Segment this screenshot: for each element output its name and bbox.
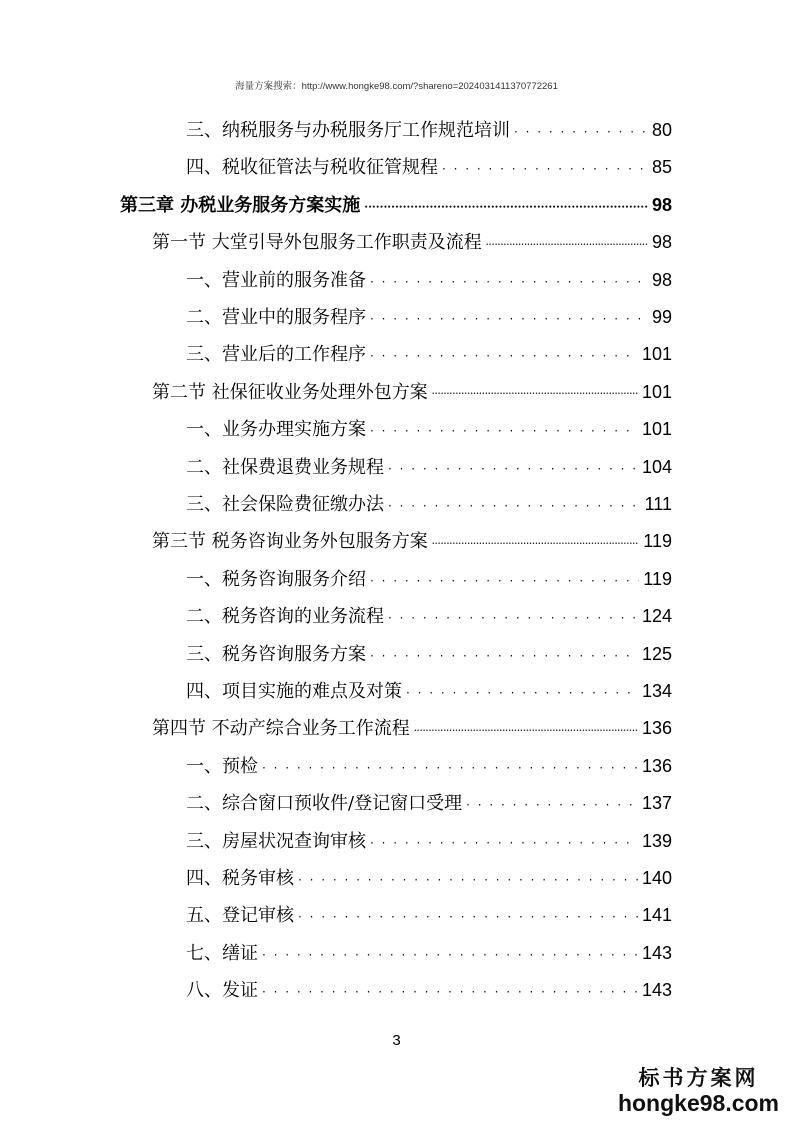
toc-entry-page: 99 [651, 307, 672, 327]
toc-entry[interactable] [186, 340, 672, 370]
toc-leader-dots [370, 574, 639, 588]
toc-entry-page: 85 [651, 157, 672, 178]
toc-leader-dots [466, 798, 638, 812]
toc-entry-page: 104 [641, 456, 672, 477]
toc-entry-page: 139 [641, 830, 672, 851]
toc-leader-dots [514, 125, 648, 139]
toc-entry-page: 134 [641, 681, 672, 701]
toc-leader-dots [370, 424, 638, 438]
toc-entry-page: 125 [641, 643, 672, 664]
toc-entry[interactable] [152, 714, 672, 744]
toc-entry-title: 一、营业前的服务准备 [186, 269, 366, 291]
toc-entry[interactable] [186, 303, 672, 333]
watermark-logo [618, 1066, 779, 1116]
toc-entry-page: 80 [651, 120, 672, 140]
toc-entry-title: 第三章 办税业务服务方案实施 [120, 194, 361, 216]
toc-leader-dots [388, 611, 638, 625]
toc-entry[interactable] [186, 864, 672, 894]
toc-entry-page: 101 [641, 344, 672, 365]
toc-entry[interactable] [186, 116, 672, 146]
toc-entry-title: 二、营业中的服务程序 [186, 307, 366, 328]
toc-leader-dots [370, 836, 638, 850]
toc-entry[interactable] [186, 789, 672, 819]
toc-entry-page: 98 [651, 232, 672, 253]
page-number: 3 [392, 1032, 401, 1049]
toc-entry[interactable] [186, 153, 672, 183]
toc-entry-page: 140 [641, 868, 672, 888]
toc-entry-title: 第二节 社保征收业务处理外包方案 [152, 381, 428, 403]
toc-entry[interactable] [120, 191, 672, 221]
toc-entry-page: 136 [641, 755, 672, 776]
toc-leader-dots [262, 761, 638, 775]
toc-entry-title: 五、登记审核 [186, 905, 294, 927]
toc-entry[interactable] [186, 677, 672, 707]
toc-entry[interactable] [186, 266, 672, 296]
page-header-search-link[interactable]: 海量方案搜索：http://www.hongke98.com/?shareno=2024031411370772261 [235, 81, 558, 92]
toc-leader-dots [388, 499, 641, 513]
toc-entry-title: 三、税务咨询服务方案 [186, 643, 366, 665]
toc-entry-title: 四、项目实施的难点及对策 [186, 681, 402, 702]
toc-entry-page: 143 [641, 980, 672, 1001]
toc-entry-title: 一、预检 [186, 755, 258, 777]
toc-entry-title: 二、综合窗口预收件/登记窗口受理 [186, 793, 463, 815]
watermark-en-text: hongke98.com [617, 1090, 779, 1116]
toc-leader-dots [298, 873, 638, 887]
toc-entry[interactable] [152, 527, 672, 557]
toc-entry-page: 141 [641, 905, 672, 926]
toc-entry[interactable] [186, 602, 672, 632]
toc-leader-dots [370, 275, 648, 289]
toc-leader-dots [298, 910, 638, 924]
toc-entry-page: 101 [641, 419, 672, 440]
toc-leader-dots [262, 948, 638, 962]
toc-leader-dots [262, 985, 638, 999]
toc-entry-title: 第一节 大堂引导外包服务工作职责及流程 [152, 232, 482, 254]
toc-leader-dots [406, 686, 638, 700]
toc-entry-page: 98 [651, 194, 672, 215]
toc-entry[interactable] [152, 378, 672, 408]
toc-entry-title: 第三节 税务咨询业务外包服务方案 [152, 531, 428, 553]
toc-entry-title: 二、税务咨询的业务流程 [186, 606, 384, 628]
toc-entry[interactable] [186, 415, 672, 445]
toc-entry-title: 四、税务审核 [186, 868, 294, 889]
toc-entry[interactable] [186, 939, 672, 969]
toc-entry[interactable] [152, 228, 672, 258]
toc-leader-dots [432, 536, 640, 550]
toc-entry[interactable] [186, 752, 672, 782]
toc-entry-page: 137 [641, 793, 672, 814]
toc-entry-title: 四、税收征管法与税收征管规程 [186, 157, 438, 179]
toc-entry-title: 七、缮证 [186, 942, 258, 964]
toc-entry[interactable] [186, 976, 672, 1006]
toc-entry-title: 三、纳税服务与办税服务厅工作规范培训 [186, 120, 510, 141]
toc-entry-page: 101 [641, 381, 672, 402]
toc-entry-page: 143 [641, 942, 672, 963]
toc-entry-title: 二、社保费退费业务规程 [186, 456, 384, 478]
toc-entry[interactable] [186, 640, 672, 670]
toc-entry-title: 三、营业后的工作程序 [186, 344, 366, 366]
toc-leader-dots [370, 312, 648, 326]
toc-leader-dots [414, 723, 638, 737]
toc-leader-dots [388, 462, 638, 476]
toc-entry-title: 三、房屋状况查询审核 [186, 830, 366, 852]
toc-entry-page: 124 [641, 606, 672, 627]
toc-leader-dots [370, 349, 638, 363]
toc-entry-title: 第四节 不动产综合业务工作流程 [152, 718, 410, 740]
toc-entry-title: 八、发证 [186, 980, 258, 1002]
toc-entry-title: 一、税务咨询服务介绍 [186, 568, 366, 590]
toc-entry[interactable] [186, 565, 672, 595]
toc-leader-dots [370, 649, 638, 663]
toc-leader-dots [442, 162, 648, 176]
toc-entry[interactable] [186, 901, 672, 931]
toc-entry[interactable] [186, 827, 672, 857]
toc-entry[interactable] [186, 490, 672, 520]
toc-entry-page: 119 [643, 531, 672, 552]
toc-entry-page: 111 [644, 494, 672, 514]
toc-entry-page: 119 [643, 568, 672, 589]
toc-leader-dots [364, 200, 648, 214]
watermark-cn-text: 标书方案网 [638, 1065, 759, 1090]
toc-entry-page: 136 [641, 718, 672, 739]
toc-entry-title: 一、业务办理实施方案 [186, 419, 366, 441]
toc-leader-dots [432, 387, 638, 401]
toc-entry-page: 98 [651, 269, 672, 290]
toc-entry-title: 三、社会保险费征缴办法 [186, 494, 384, 515]
toc-leader-dots [486, 237, 648, 251]
toc-entry[interactable] [186, 453, 672, 483]
